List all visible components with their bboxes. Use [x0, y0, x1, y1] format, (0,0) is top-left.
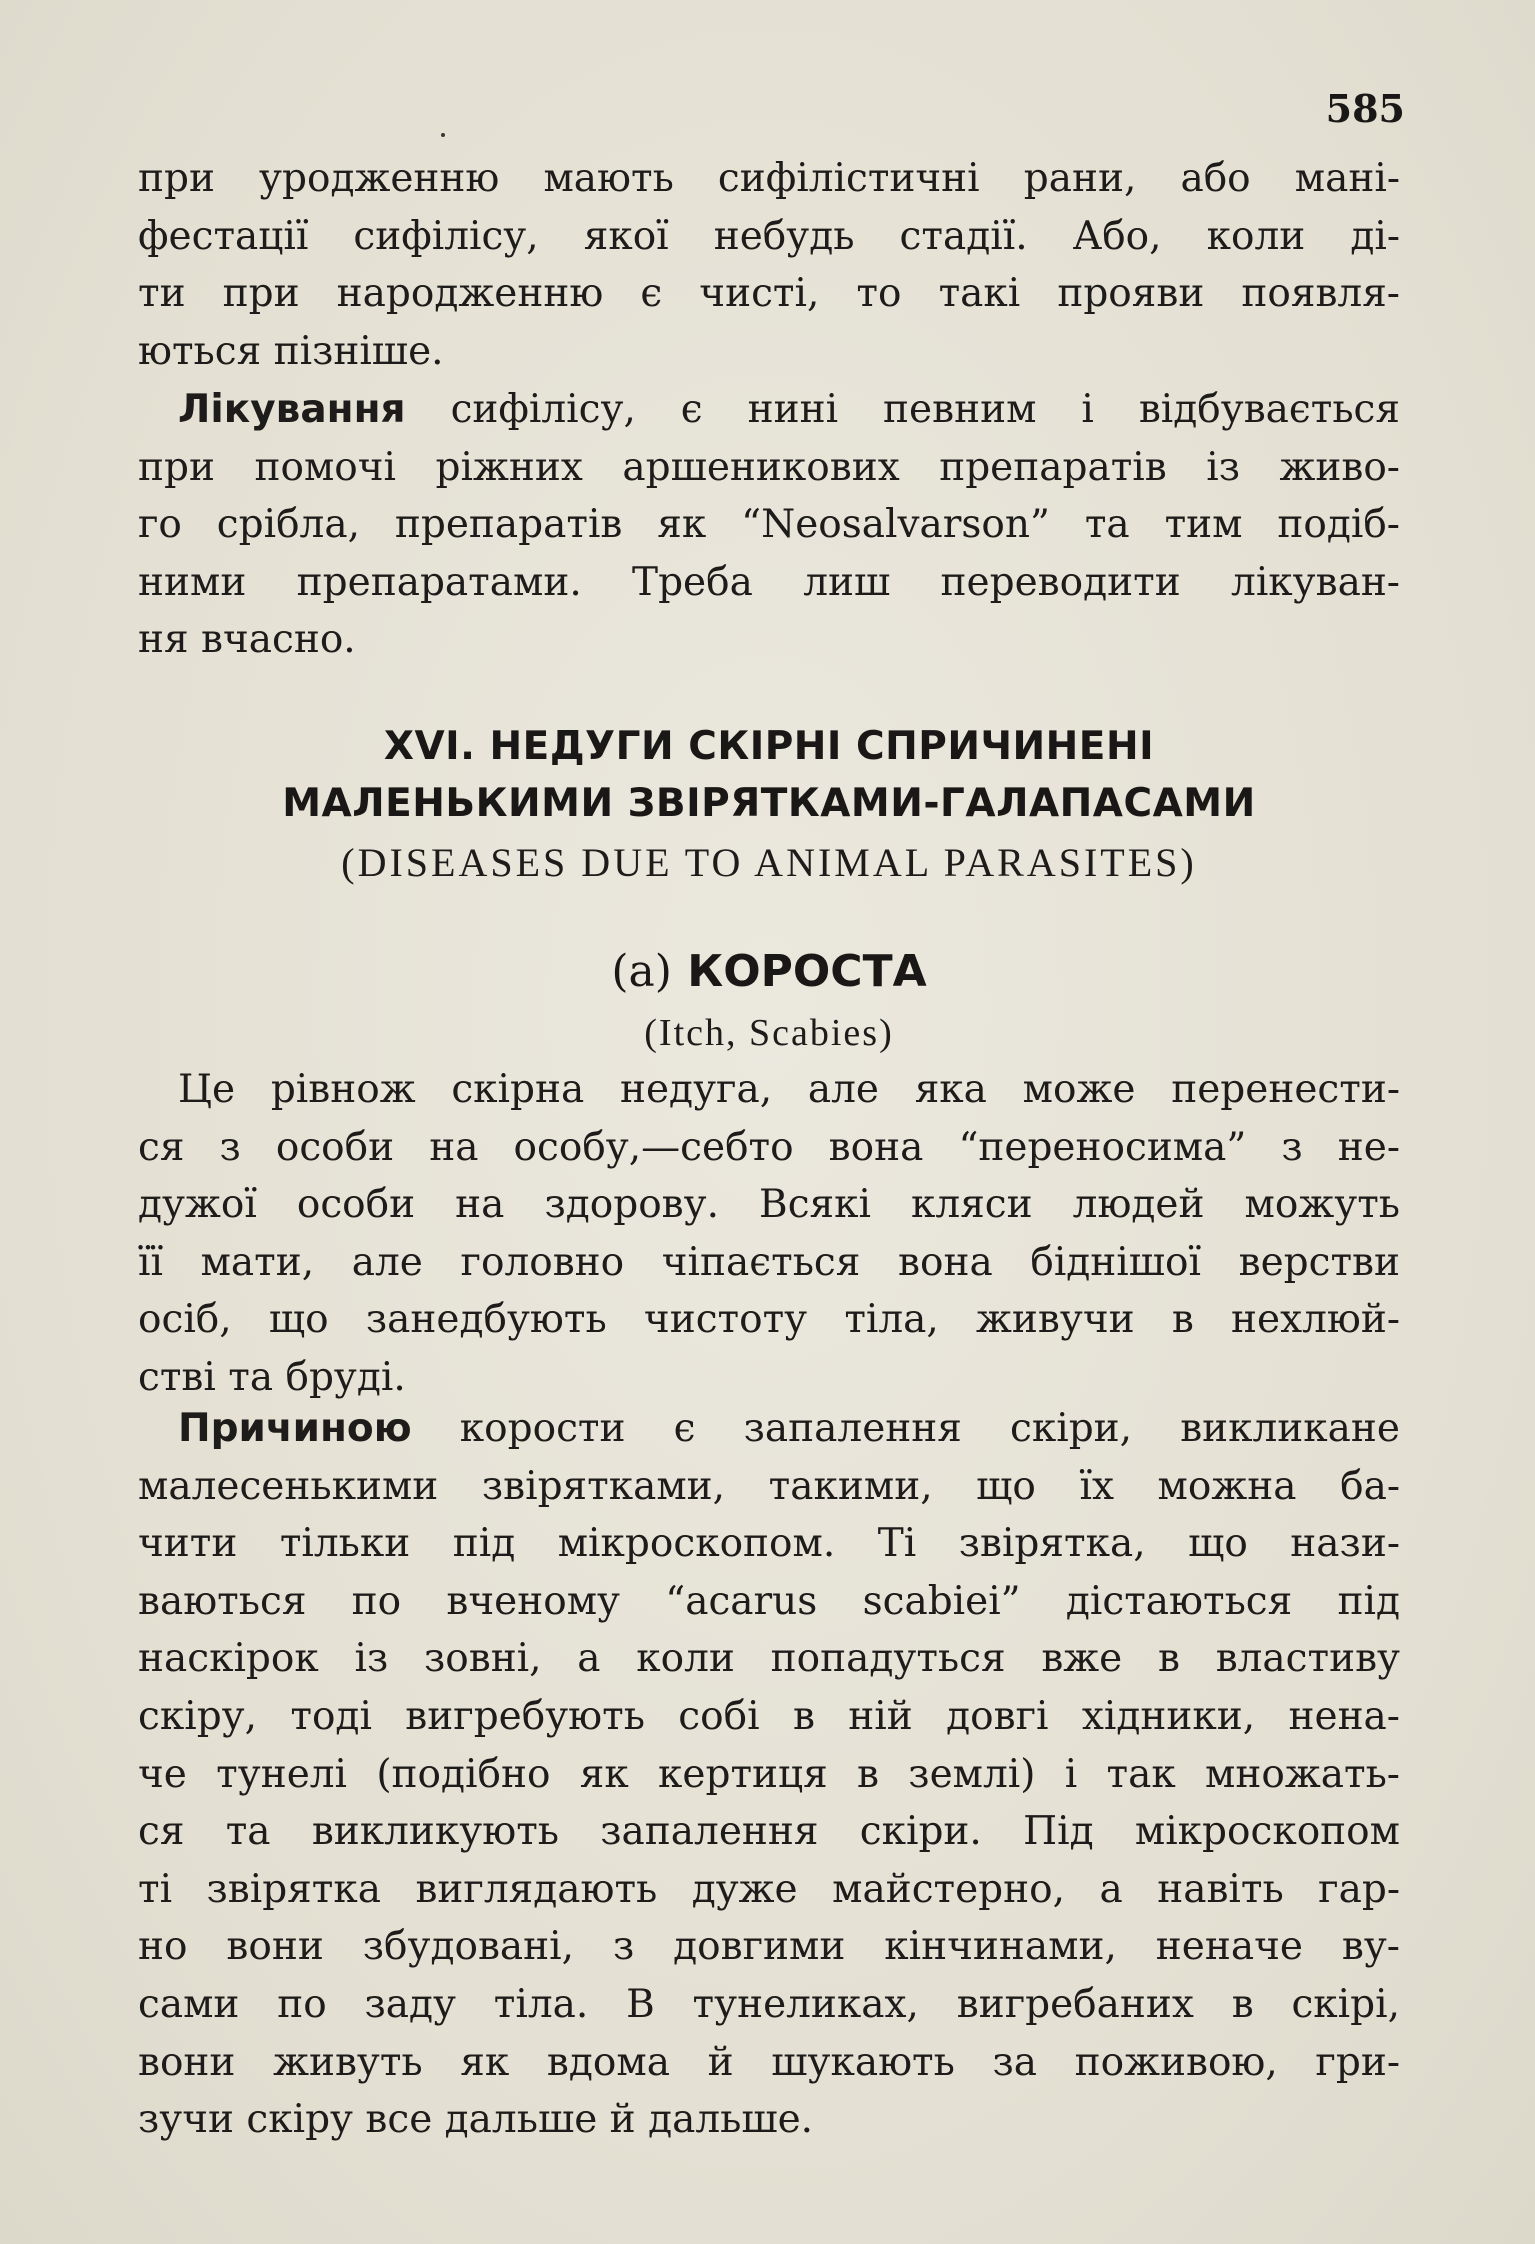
- text-line: Це рівнож скірна недуга, але яка може перенести-: [178, 1067, 1400, 1112]
- text-line: ються пізніше.: [138, 328, 444, 374]
- text-line: її мати, але головно чіпається вона біднішої верстви: [138, 1239, 1400, 1285]
- bold-lead-term: Причиною: [178, 1406, 412, 1451]
- text-line: при помочі ріжних аршеникових препаратів із живо-: [138, 444, 1400, 490]
- ink-speck: [441, 133, 445, 137]
- text-line: го срібла, препаратів як “Neosalvarson” та тим подіб-: [138, 502, 1400, 548]
- section-heading-line1: XVI. НЕДУГИ СКІРНІ СПРИЧИНЕНІ: [383, 724, 1155, 769]
- text-run: сифілісу, є нині певним і відбувається: [405, 387, 1400, 432]
- text-line: ними препаратами. Треба лиш переводити лікуван-: [138, 559, 1400, 605]
- subsection-title: КОРОСТА: [687, 946, 927, 997]
- page-number: 585: [1325, 86, 1405, 131]
- text-line: чити тільки під мікроскопом. Ті звірятка, що нази-: [138, 1521, 1400, 1567]
- text-line: дужої особи на здорову. Всякі кляси людей можуть: [138, 1182, 1400, 1228]
- text-line: ся та викликують запалення скіри. Під мікроскопом: [138, 1809, 1400, 1855]
- section-heading-english: (DISEASES DUE TO ANIMAL PARASITES): [341, 840, 1197, 885]
- text-run: корости є запалення скіри, викликане: [411, 1406, 1400, 1451]
- text-line: [138, 381, 1400, 439]
- subsection-label: (а): [611, 946, 672, 997]
- paragraph-treatment: [138, 381, 1400, 669]
- text-line: скіру, тоді вигребують собі в ній довгі хідники, нена-: [138, 1693, 1400, 1739]
- text-line: ти при народженню є чисті, то такі прояви появля-: [138, 271, 1400, 317]
- text-line: зучи скіру все дальше й дальше.: [138, 2097, 814, 2143]
- paragraph-cause: [138, 1400, 1400, 2149]
- text-line: ваються по вченому “acarus scabiei” дістаються під: [138, 1578, 1400, 1624]
- text-line: че тунелі (подібно як кертиця в землі) і так множать-: [138, 1751, 1400, 1797]
- text-line: при уродженню мають сифілістичні рани, або мані-: [138, 156, 1400, 201]
- text-line: фестації сифілісу, якої небудь стадії. Або, коли ді-: [138, 213, 1400, 259]
- text-line: ті звірятка виглядають дуже майстерно, а навіть гар-: [138, 1866, 1400, 1912]
- text-line: стві та бруді.: [138, 1354, 406, 1400]
- subsection-heading: [138, 940, 1400, 1004]
- text-line: но вони збудовані, з довгими кінчинами, неначе ву-: [138, 1924, 1400, 1970]
- text-line: ся з особи на особу,—себто вона “переносима” з не-: [138, 1124, 1400, 1170]
- text-line: малесенькими звірятками, такими, що їх можна ба-: [138, 1463, 1400, 1509]
- text-line: вони живуть як вдома й шукають за поживою, гри-: [138, 2039, 1400, 2085]
- section-heading-line2: МАЛЕНЬКИМИ ЗВІРЯТКАМИ-ГАЛАПАСАМИ: [282, 781, 1256, 826]
- paragraph-continuation: [138, 150, 1400, 380]
- text-line: [138, 1400, 1400, 1458]
- subsection-english: (Itch, Scabies): [644, 1012, 894, 1054]
- text-line: сами по заду тіла. В тунеликах, вигребаних в скірі,: [138, 1981, 1400, 2027]
- bold-lead-term: Лікування: [178, 387, 406, 432]
- text-line: ня вчасно.: [138, 617, 356, 663]
- paragraph-scabies-intro: [138, 1061, 1400, 1407]
- text-line: наскірок із зовні, а коли попадуться вже в властиву: [138, 1636, 1400, 1682]
- text-line: осіб, що занедбують чистоту тіла, живучи в нехлюй-: [138, 1297, 1400, 1343]
